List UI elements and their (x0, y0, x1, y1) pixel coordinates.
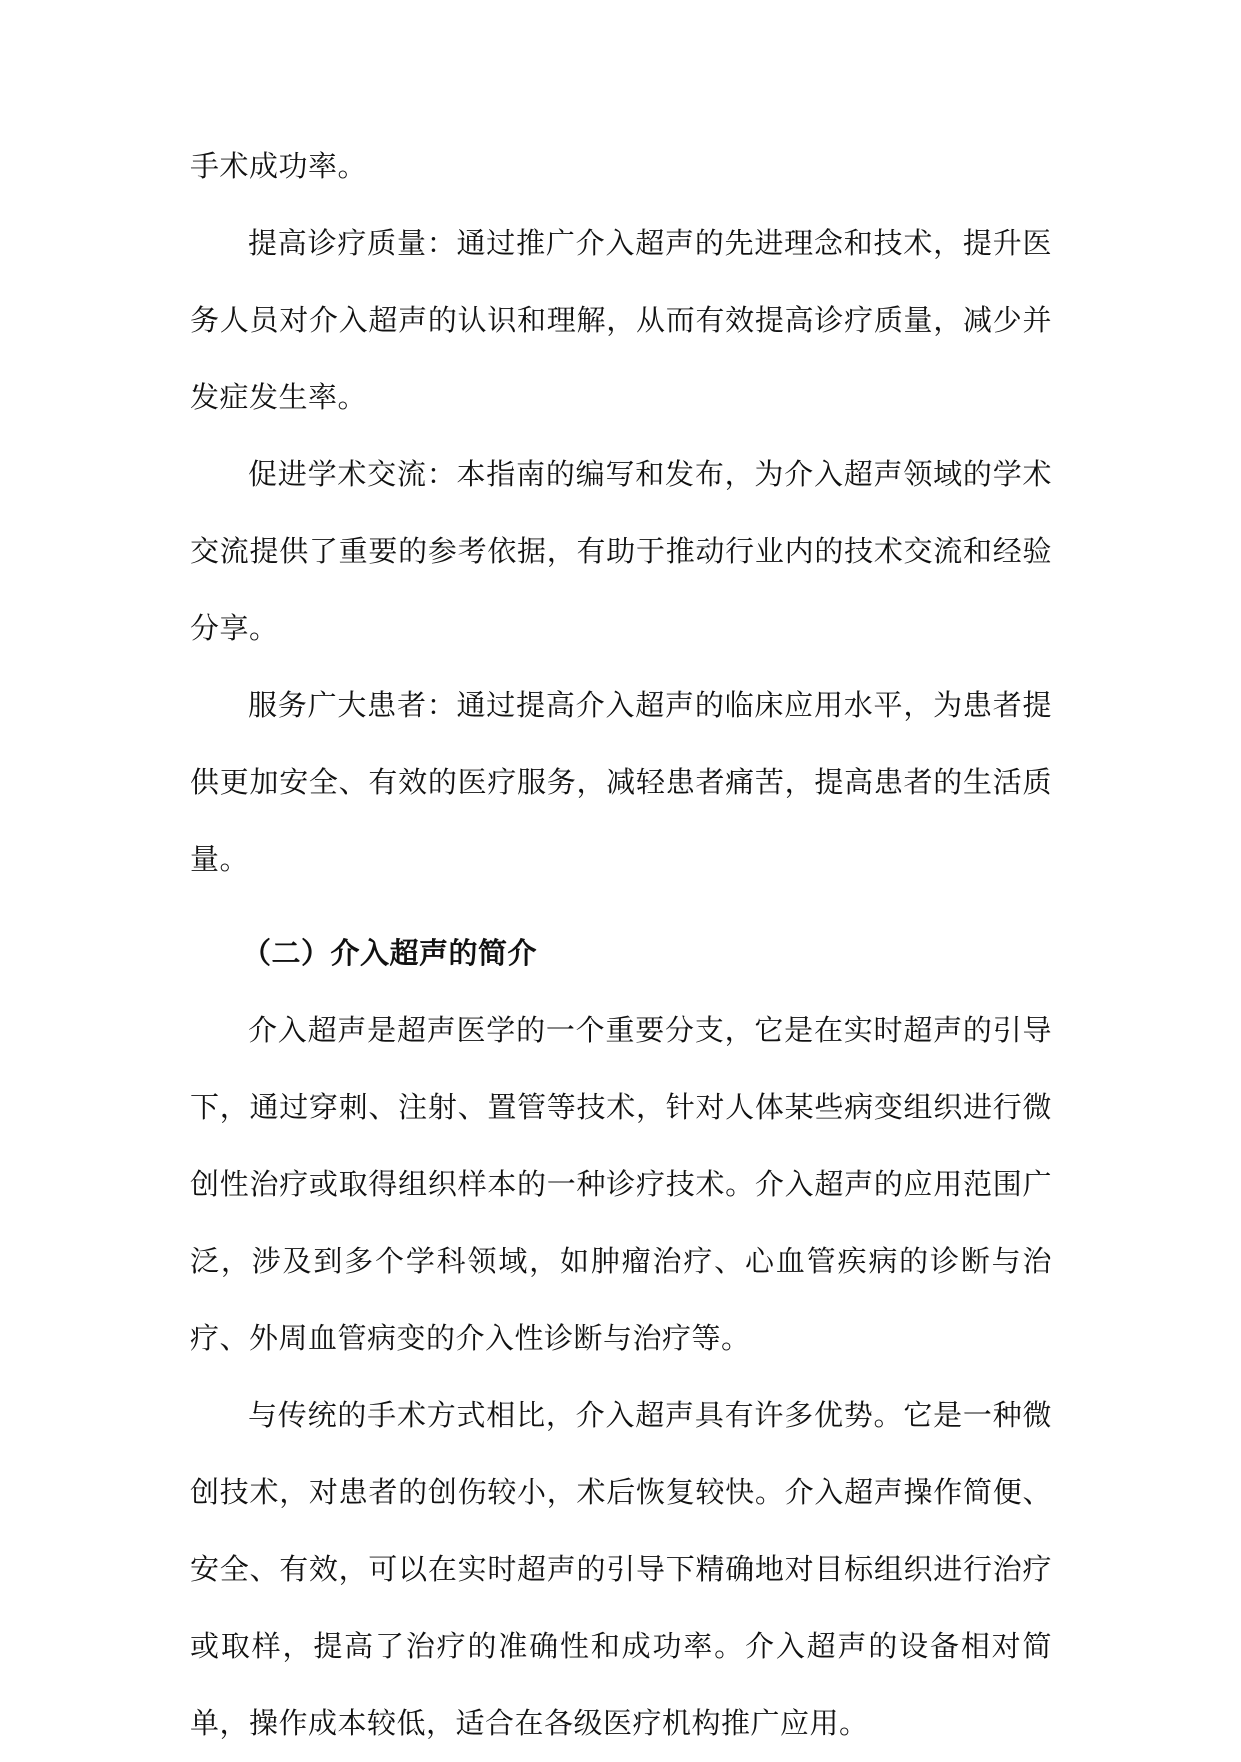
paragraph-continued: 手术成功率。 (190, 149, 368, 183)
paragraph-introduction: 介入超声是超声医学的一个重要分支，它是在实时超声的引导下，通过穿刺、注射、置管等技术，针对人体某些病变组织进行微创性治疗或取得组织样本的一种诊疗技术。介入超声的应用范围广泛，涉及到多个学科领域，如肿瘤治疗、心血管疾病的诊断与治疗、外周血管病变的介入性诊断与治疗等。 (190, 1013, 1052, 1355)
document-page (190, 128, 1052, 1762)
paragraph-academic-exchange: 促进学术交流：本指南的编写和发布，为介入超声领域的学术交流提供了重要的参考依据，有助于推动行业内的技术交流和经验分享。 (190, 457, 1052, 645)
section-heading: （二）介入超声的简介 (242, 936, 538, 970)
paragraph-diagnosis-quality: 提高诊疗质量：通过推广介入超声的先进理念和技术，提升医务人员对介入超声的认识和理解，从而有效提高诊疗质量，减少并发症发生率。 (190, 226, 1052, 414)
paragraph-advantages: 与传统的手术方式相比，介入超声具有许多优势。它是一种微创技术，对患者的创伤较小，术后恢复较快。介入超声操作简便、安全、有效，可以在实时超声的引导下精确地对目标组织进行治疗或取样，提高了治疗的准确性和成功率。介入超声的设备相对简单，操作成本较低，适合在各级医疗机构推广应用。 (190, 1398, 1052, 1740)
paragraph-serve-patients: 服务广大患者：通过提高介入超声的临床应用水平，为患者提供更加安全、有效的医疗服务，减轻患者痛苦，提高患者的生活质量。 (190, 688, 1052, 876)
